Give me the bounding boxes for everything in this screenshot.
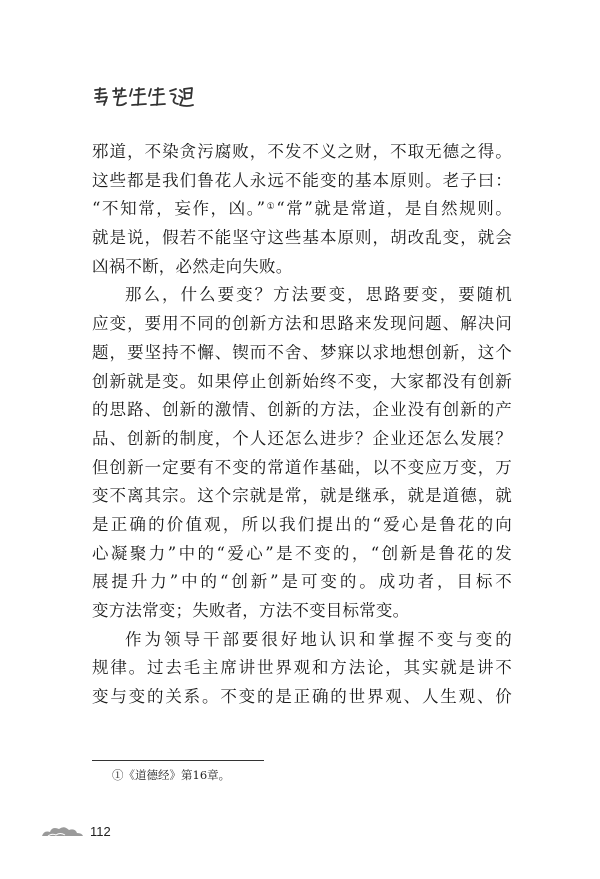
- cloud-ornament-icon: [40, 824, 84, 838]
- body-line: 展提升力”中的“创新”是可变的。成功者，目标不: [92, 572, 512, 592]
- body-line: 就是说，假若不能坚守这些基本原则，胡改乱变，就会: [92, 228, 512, 248]
- footnote-reference[interactable]: ①: [265, 202, 277, 213]
- page-number: 112: [90, 824, 111, 839]
- footnote-divider: [92, 760, 264, 761]
- body-line: 变方法常变；失败者，方法不变目标常变。: [92, 601, 410, 620]
- body-line-with-footnote: “不知常，妄作，凶。”①“常”就是常道，是自然规则。: [92, 199, 512, 219]
- body-line: 这些都是我们鲁花人永远不能变的基本原则。老子曰：: [92, 170, 512, 190]
- paragraph-start: 作为领导干部要很好地认识和掌握不变与变的: [125, 629, 512, 649]
- running-header: [92, 86, 194, 108]
- body-line: 品、创新的制度，个人还怎么进步？企业还怎么发展？: [92, 428, 512, 448]
- body-line: 的思路、创新的激情、创新的方法，企业没有创新的产: [92, 400, 512, 420]
- body-line: 应变，要用不同的创新方法和思路来发现问题、解决问: [92, 314, 512, 334]
- header-calligraphy: [92, 86, 194, 108]
- body-line: 题，要坚持不懈、锲而不舍、梦寐以求地想创新，这个: [92, 342, 512, 362]
- body-line: 是正确的价值观，所以我们提出的“爱心是鲁花的向: [92, 514, 512, 534]
- body-line: 规律。过去毛主席讲世界观和方法论，其实就是讲不: [92, 658, 512, 678]
- body-line: 创新就是变。如果停止创新始终不变，大家都没有创新: [92, 371, 512, 391]
- body-line: 但创新一定要有不变的常道作基础，以不变应万变，万: [92, 457, 512, 477]
- paragraph-start: 那么，什么要变？方法要变，思路要变，要随机: [125, 285, 512, 305]
- body-line: 心凝聚力”中的“爱心”是不变的，“创新是鲁花的发: [92, 543, 512, 563]
- body-line: 变不离其宗。这个宗就是常，就是继承，就是道德，就: [92, 486, 512, 506]
- body-line: 凶祸不断，必然走向失败。: [92, 256, 293, 276]
- body-line: 邪道，不染贪污腐败，不发不义之财，不取无德之得。: [92, 142, 512, 161]
- footnote: ①《道德经》第16章。: [112, 768, 231, 782]
- body-line: 变与变的关系。不变的是正确的世界观、人生观、价: [92, 687, 512, 707]
- body-text: [92, 138, 512, 712]
